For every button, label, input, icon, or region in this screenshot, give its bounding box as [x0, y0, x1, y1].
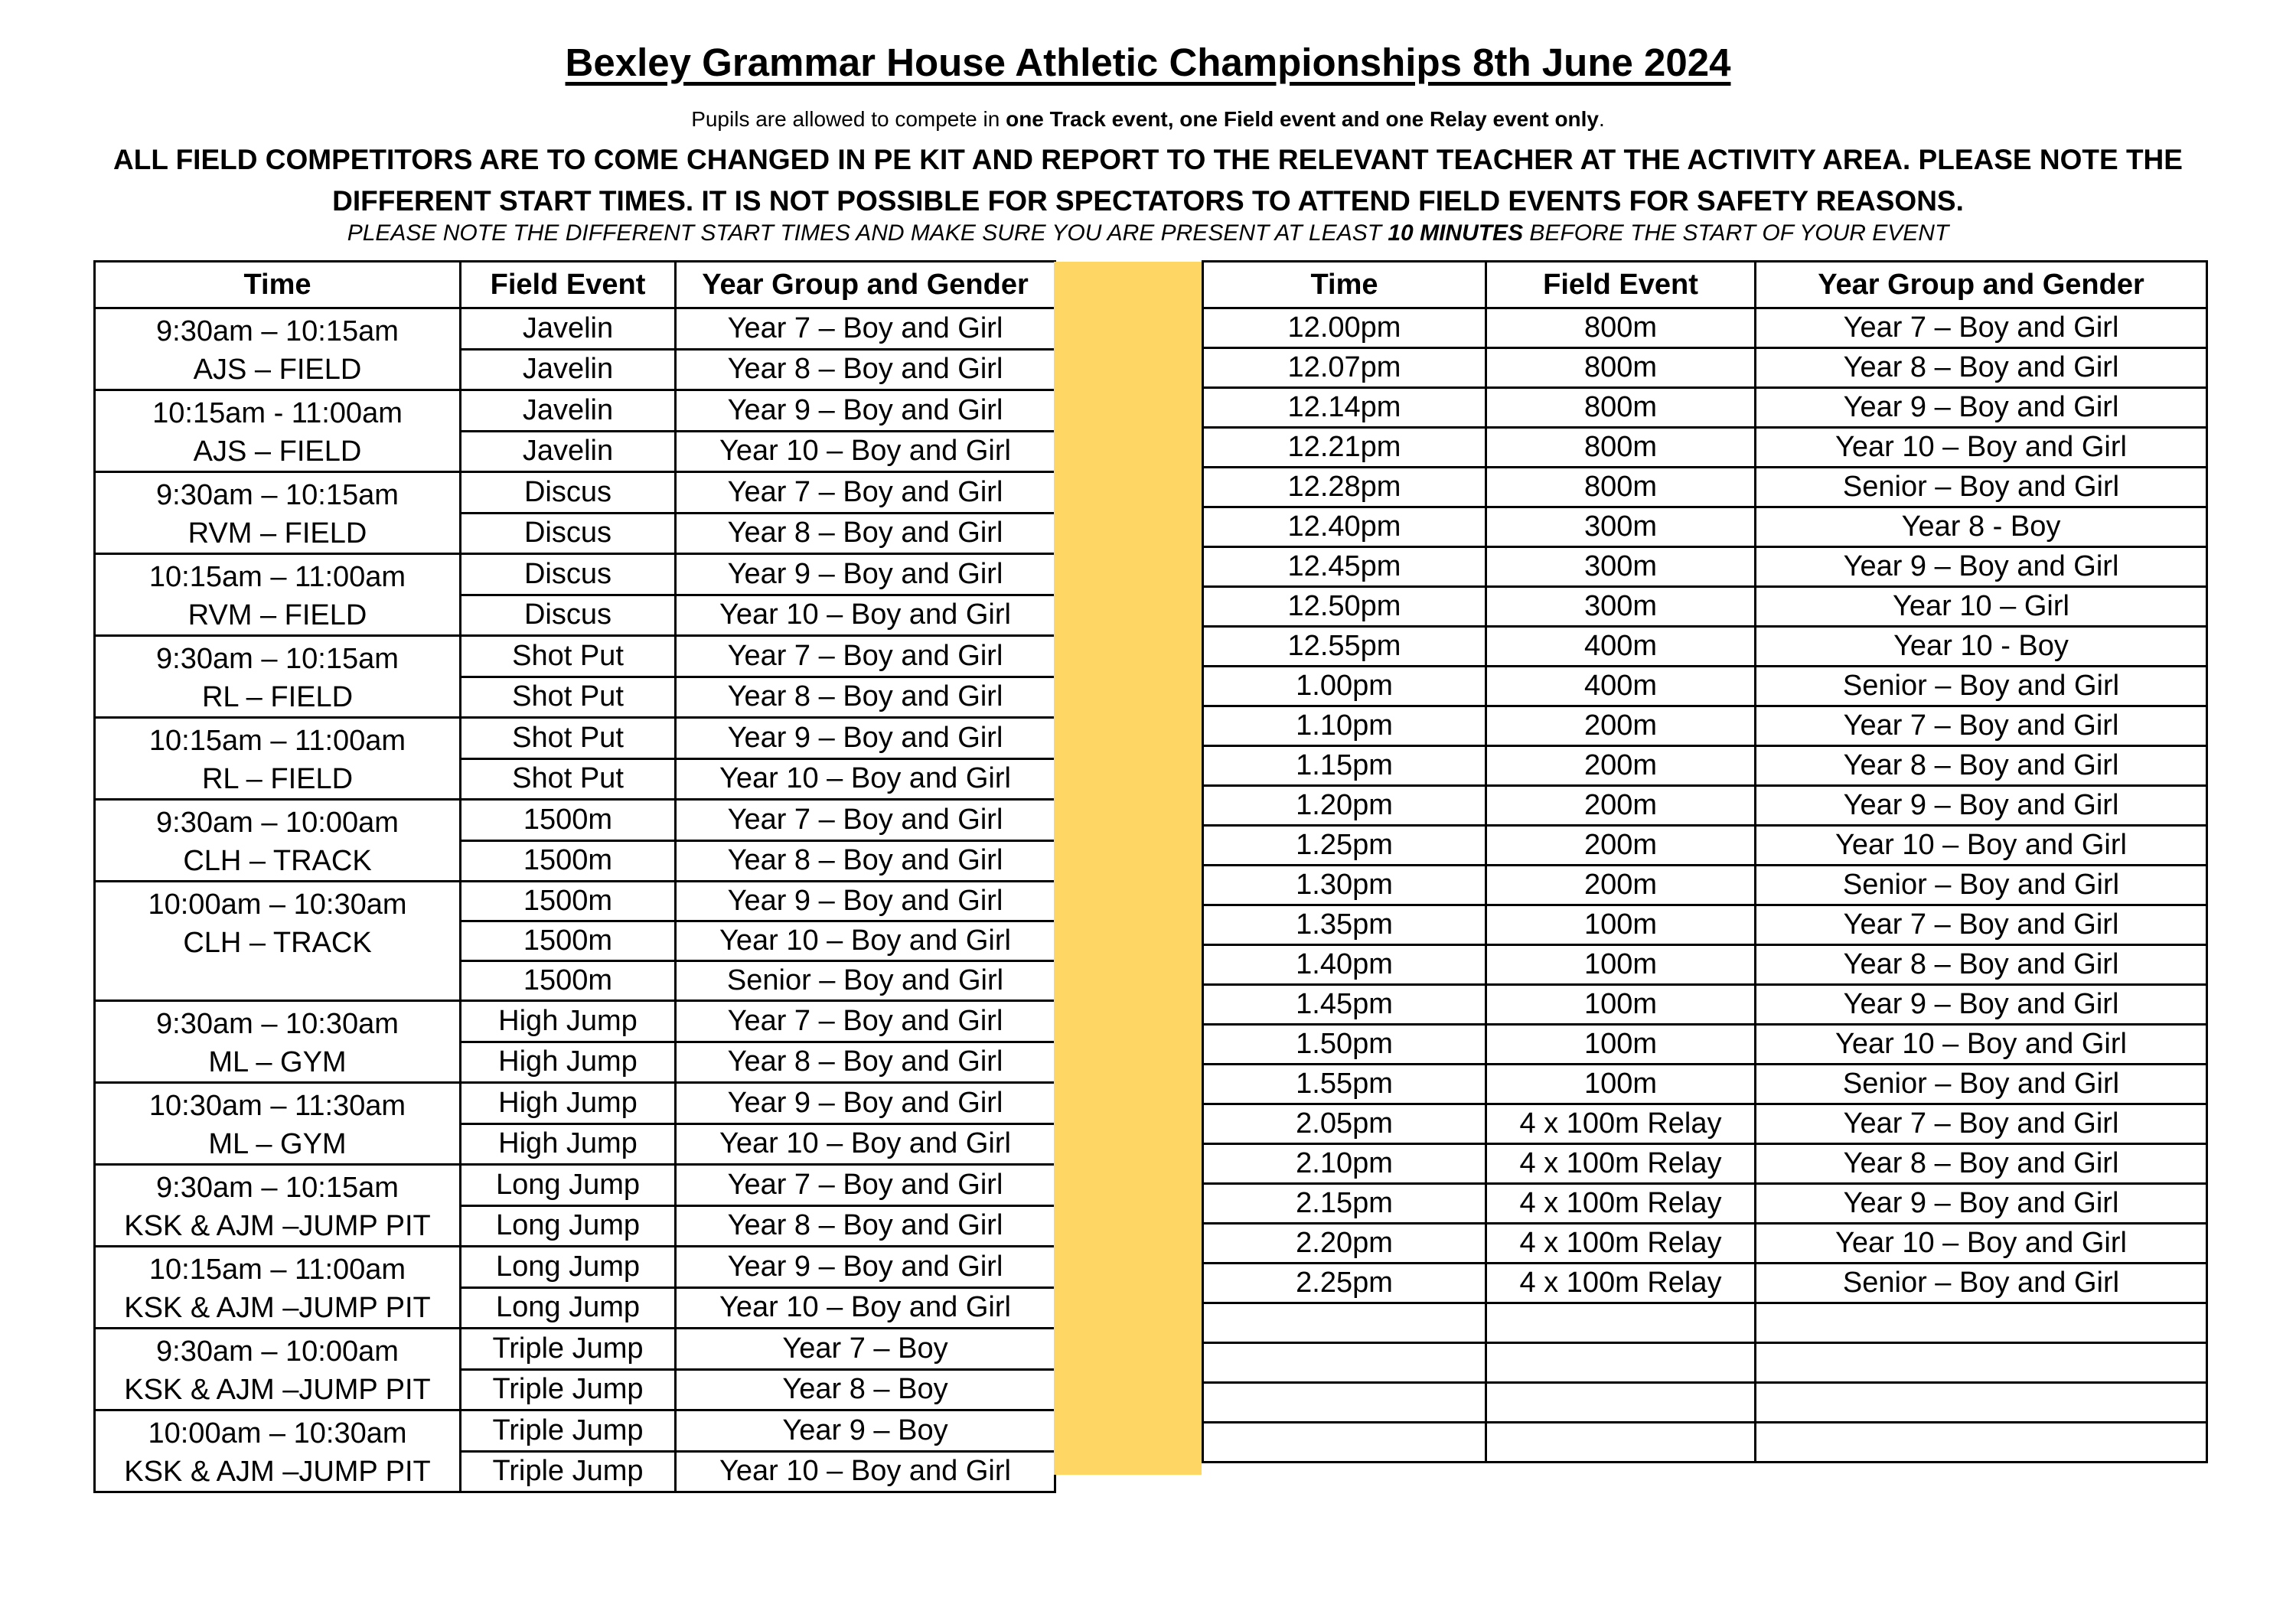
group-cell: Year 7 – Boy and Girl [676, 1165, 1055, 1206]
event-cell: High Jump [461, 1123, 676, 1165]
event-cell: 1500m [461, 840, 676, 882]
table-row [95, 1247, 1055, 1288]
event-cell: Discus [461, 472, 676, 514]
group-cell: Year 9 – Boy and Girl [676, 882, 1055, 921]
session-cell [95, 1329, 461, 1410]
group-cell: Year 7 – Boy and Girl [676, 800, 1055, 841]
table-row [95, 308, 1055, 350]
page-title: Bexley Grammar House Athletic Championships 8th June 2024 [565, 41, 1731, 84]
event-cell: 800m [1486, 428, 1756, 468]
group-cell: Year 7 – Boy and Girl [1756, 905, 2207, 945]
event-cell: Triple Jump [461, 1369, 676, 1410]
group-cell: Year 7 – Boy and Girl [1756, 1104, 2207, 1144]
session-time: 9:30am – 10:15am [156, 315, 399, 347]
time-cell: 12.50pm [1203, 587, 1486, 627]
group-cell: Year 9 – Boy and Girl [1756, 985, 2207, 1025]
group-cell: Year 10 – Girl [1756, 587, 2207, 627]
time-cell [1203, 1383, 1486, 1423]
event-cell: Long Jump [461, 1247, 676, 1288]
session-cell [95, 1410, 461, 1492]
time-cell: 2.25pm [1203, 1264, 1486, 1303]
note-bold: 10 MINUTES [1388, 220, 1524, 246]
event-cell: 200m [1486, 746, 1756, 786]
column-header-event: Field Event [1486, 262, 1756, 308]
group-cell: Senior – Boy and Girl [1756, 468, 2207, 507]
event-cell: 400m [1486, 627, 1756, 667]
table-row [1203, 627, 2207, 667]
table-row [1203, 1423, 2207, 1463]
group-cell: Year 8 – Boy [676, 1369, 1055, 1410]
event-cell: 100m [1486, 905, 1756, 945]
time-cell: 2.15pm [1203, 1184, 1486, 1224]
event-cell: 200m [1486, 866, 1756, 905]
session-cell [95, 882, 461, 1001]
session-location: KSK & AJM –JUMP PIT [124, 1374, 431, 1406]
time-cell: 12.40pm [1203, 507, 1486, 547]
event-cell: 100m [1486, 1025, 1756, 1065]
table-row [1203, 1025, 2207, 1065]
table-row [1203, 308, 2207, 348]
session-location: RVM – FIELD [188, 599, 367, 631]
session-cell [95, 390, 461, 472]
event-cell: Triple Jump [461, 1329, 676, 1370]
time-cell [1203, 1423, 1486, 1463]
time-cell: 1.45pm [1203, 985, 1486, 1025]
time-cell: 2.05pm [1203, 1104, 1486, 1144]
session-time: 10:15am – 11:00am [148, 1254, 406, 1286]
group-cell: Year 9 – Boy and Girl [676, 1247, 1055, 1288]
event-cell: Discus [461, 513, 676, 554]
event-cell: 800m [1486, 348, 1756, 388]
event-cell: 100m [1486, 985, 1756, 1025]
event-cell: Javelin [461, 308, 676, 350]
session-time: 10:15am – 11:00am [148, 561, 406, 593]
table-row [1203, 746, 2207, 786]
session-cell [95, 308, 461, 390]
table-row [95, 1410, 1055, 1452]
time-cell: 12.45pm [1203, 547, 1486, 587]
column-header-group: Year Group and Gender [676, 262, 1055, 308]
table-row [1203, 866, 2207, 905]
column-header-group: Year Group and Gender [1756, 262, 2207, 308]
table-row [1203, 826, 2207, 866]
group-cell: Year 10 - Boy [1756, 627, 2207, 667]
table-row [1203, 1383, 2207, 1423]
table-row [1203, 667, 2207, 706]
event-cell: 4 x 100m Relay [1486, 1224, 1756, 1264]
event-cell: Triple Jump [461, 1410, 676, 1452]
session-location: KSK & AJM –JUMP PIT [124, 1456, 431, 1488]
session-cell [95, 636, 461, 718]
session-cell [95, 1001, 461, 1083]
field-events-table [93, 260, 1056, 1493]
group-cell: Year 10 – Boy and Girl [1756, 428, 2207, 468]
group-cell: Year 10 – Boy and Girl [676, 921, 1055, 961]
table-row [1203, 428, 2207, 468]
session-time: 10:15am - 11:00am [152, 397, 403, 429]
time-cell: 12.00pm [1203, 308, 1486, 348]
group-cell: Year 9 – Boy and Girl [1756, 388, 2207, 428]
group-cell: Year 9 – Boy and Girl [676, 1083, 1055, 1124]
table-row [1203, 1303, 2207, 1343]
group-cell: Year 9 – Boy and Girl [1756, 1184, 2207, 1224]
session-location: AJS – FIELD [193, 435, 362, 468]
table-header-row [95, 262, 1055, 308]
event-cell: Shot Put [461, 677, 676, 718]
group-cell: Year 10 – Boy and Girl [676, 758, 1055, 800]
table-row [1203, 507, 2207, 547]
group-cell: Year 8 – Boy and Girl [1756, 945, 2207, 985]
event-cell: 4 x 100m Relay [1486, 1144, 1756, 1184]
table-header-row [1203, 262, 2207, 308]
event-cell: Shot Put [461, 758, 676, 800]
time-cell: 12.14pm [1203, 388, 1486, 428]
event-cell: High Jump [461, 1001, 676, 1042]
event-cell: 800m [1486, 388, 1756, 428]
column-header-event: Field Event [461, 262, 676, 308]
event-cell [1486, 1303, 1756, 1343]
table-row [1203, 905, 2207, 945]
time-cell: 1.55pm [1203, 1065, 1486, 1104]
time-cell: 1.40pm [1203, 945, 1486, 985]
group-cell: Year 10 – Boy and Girl [676, 1451, 1055, 1492]
event-cell: 4 x 100m Relay [1486, 1184, 1756, 1224]
table-row [1203, 1104, 2207, 1144]
table-row [95, 390, 1055, 432]
group-cell: Year 10 – Boy and Girl [1756, 1224, 2207, 1264]
table-row [1203, 1184, 2207, 1224]
event-cell: Long Jump [461, 1287, 676, 1329]
session-time: 9:30am – 10:30am [156, 1008, 399, 1040]
event-cell: Shot Put [461, 636, 676, 677]
table-row [1203, 1264, 2207, 1303]
event-cell: 1500m [461, 961, 676, 1001]
intro-prefix: Pupils are allowed to compete in [691, 107, 1006, 131]
event-cell: High Jump [461, 1083, 676, 1124]
group-cell: Year 7 – Boy and Girl [676, 636, 1055, 677]
group-cell: Senior – Boy and Girl [1756, 866, 2207, 905]
group-cell: Year 9 – Boy and Girl [1756, 786, 2207, 826]
session-location: KSK & AJM –JUMP PIT [124, 1210, 431, 1242]
table-row [1203, 945, 2207, 985]
time-cell: 1.00pm [1203, 667, 1486, 706]
group-cell: Year 9 – Boy and Girl [1756, 547, 2207, 587]
group-cell: Year 7 – Boy and Girl [676, 308, 1055, 350]
event-cell: 4 x 100m Relay [1486, 1104, 1756, 1144]
event-cell: 400m [1486, 667, 1756, 706]
time-cell: 1.10pm [1203, 706, 1486, 746]
table-row [1203, 1144, 2207, 1184]
table-row [1203, 1224, 2207, 1264]
session-time: 9:30am – 10:00am [156, 1335, 399, 1368]
time-cell: 1.30pm [1203, 866, 1486, 905]
group-cell: Year 8 – Boy and Girl [676, 349, 1055, 390]
time-cell: 1.25pm [1203, 826, 1486, 866]
table-row [95, 882, 1055, 921]
group-cell: Year 8 – Boy and Girl [676, 840, 1055, 882]
event-cell: Discus [461, 554, 676, 595]
event-cell: 300m [1486, 587, 1756, 627]
event-cell: Javelin [461, 349, 676, 390]
table-row [1203, 468, 2207, 507]
group-cell: Year 9 – Boy and Girl [676, 390, 1055, 432]
time-cell: 1.35pm [1203, 905, 1486, 945]
session-location: ML – GYM [208, 1046, 347, 1078]
group-cell [1756, 1423, 2207, 1463]
table-row [1203, 1065, 2207, 1104]
event-cell: Triple Jump [461, 1451, 676, 1492]
session-location: RL – FIELD [201, 681, 354, 713]
intro-bold: one Track event, one Field event and one Relay event only [1006, 107, 1600, 131]
session-cell [95, 800, 461, 882]
group-cell: Year 8 – Boy and Girl [676, 1042, 1055, 1083]
event-cell: 800m [1486, 308, 1756, 348]
yellow-separator [1054, 262, 1202, 1475]
table-row [1203, 587, 2207, 627]
event-cell: Javelin [461, 390, 676, 432]
time-cell: 2.10pm [1203, 1144, 1486, 1184]
table-row [1203, 786, 2207, 826]
session-location: RVM – FIELD [188, 517, 367, 549]
group-cell [1756, 1303, 2207, 1343]
table-row [95, 554, 1055, 595]
session-time: 10:00am – 10:30am [148, 1417, 407, 1450]
session-location: CLH – TRACK [183, 927, 372, 959]
session-time: 10:00am – 10:30am [148, 889, 407, 921]
intro-text [0, 107, 2296, 132]
group-cell: Year 9 – Boy [676, 1410, 1055, 1452]
note-prefix: PLEASE NOTE THE DIFFERENT START TIMES AND MAKE SURE YOU ARE PRESENT AT LEAST [347, 220, 1388, 246]
session-time: 9:30am – 10:00am [156, 807, 399, 839]
group-cell: Senior – Boy and Girl [1756, 1264, 2207, 1303]
group-cell: Senior – Boy and Girl [1756, 1065, 2207, 1104]
event-cell: Long Jump [461, 1165, 676, 1206]
session-cell [95, 1165, 461, 1247]
group-cell: Year 10 – Boy and Girl [676, 1123, 1055, 1165]
table-row [95, 1165, 1055, 1206]
event-cell: Discus [461, 595, 676, 636]
event-cell: 1500m [461, 882, 676, 921]
session-location: CLH – TRACK [183, 845, 372, 877]
table-row [95, 718, 1055, 759]
session-location: AJS – FIELD [193, 354, 362, 386]
time-cell: 2.20pm [1203, 1224, 1486, 1264]
group-cell: Year 7 – Boy and Girl [676, 1001, 1055, 1042]
table-row [95, 800, 1055, 841]
group-cell: Year 10 – Boy and Girl [676, 1287, 1055, 1329]
group-cell: Year 8 – Boy and Girl [676, 513, 1055, 554]
group-cell: Year 8 – Boy and Girl [676, 1205, 1055, 1247]
group-cell: Year 7 – Boy [676, 1329, 1055, 1370]
group-cell: Year 8 – Boy and Girl [676, 677, 1055, 718]
time-cell: 1.50pm [1203, 1025, 1486, 1065]
session-time: 10:15am – 11:00am [148, 725, 406, 757]
time-cell: 12.07pm [1203, 348, 1486, 388]
note-suffix: BEFORE THE START OF YOUR EVENT [1523, 220, 1949, 246]
event-cell: 100m [1486, 945, 1756, 985]
column-header-time: Time [95, 262, 461, 308]
group-cell [1756, 1383, 2207, 1423]
time-cell [1203, 1303, 1486, 1343]
event-cell: 1500m [461, 921, 676, 961]
field-warning: ALL FIELD COMPETITORS ARE TO COME CHANGED IN PE KIT AND REPORT TO THE RELEVANT TEACHER AT THE ACTIVITY AREA. PLEASE NOTE THE DIFFERENT START TIMES. IT IS NOT POSSIBLE FOR SPECTATORS TO ATTEND FIELD EVENTS FOR SAFETY REASONS. [113, 144, 2183, 217]
group-cell [1756, 1343, 2207, 1383]
session-cell [95, 1083, 461, 1165]
group-cell: Year 8 – Boy and Girl [1756, 746, 2207, 786]
group-cell: Year 9 – Boy and Girl [676, 554, 1055, 595]
event-cell: 200m [1486, 786, 1756, 826]
time-cell: 12.21pm [1203, 428, 1486, 468]
event-cell: 200m [1486, 826, 1756, 866]
group-cell: Year 10 – Boy and Girl [676, 595, 1055, 636]
event-cell: 1500m [461, 800, 676, 841]
group-cell: Year 8 – Boy and Girl [1756, 348, 2207, 388]
table-row [1203, 547, 2207, 587]
group-cell: Year 8 - Boy [1756, 507, 2207, 547]
event-cell [1486, 1423, 1756, 1463]
event-cell [1486, 1343, 1756, 1383]
event-cell: 200m [1486, 706, 1756, 746]
event-cell: Javelin [461, 431, 676, 472]
group-cell: Senior – Boy and Girl [1756, 667, 2207, 706]
table-row [1203, 388, 2207, 428]
time-cell: 12.28pm [1203, 468, 1486, 507]
time-cell [1203, 1343, 1486, 1383]
start-times-note [0, 220, 2296, 246]
group-cell: Year 7 – Boy and Girl [676, 472, 1055, 514]
event-cell: Shot Put [461, 718, 676, 759]
session-time: 10:30am – 11:30am [148, 1090, 406, 1122]
table-row [1203, 1343, 2207, 1383]
group-cell: Year 7 – Boy and Girl [1756, 308, 2207, 348]
table-row [95, 472, 1055, 514]
session-time: 9:30am – 10:15am [156, 479, 399, 511]
session-cell [95, 554, 461, 636]
session-cell [95, 472, 461, 554]
session-cell [95, 1247, 461, 1329]
time-cell: 1.15pm [1203, 746, 1486, 786]
event-cell: 100m [1486, 1065, 1756, 1104]
table-row [95, 1001, 1055, 1042]
group-cell: Senior – Boy and Girl [676, 961, 1055, 1001]
session-location: RL – FIELD [201, 763, 354, 795]
table-row [1203, 706, 2207, 746]
group-cell: Year 10 – Boy and Girl [1756, 826, 2207, 866]
session-location: KSK & AJM –JUMP PIT [124, 1292, 431, 1324]
time-cell: 12.55pm [1203, 627, 1486, 667]
session-cell [95, 718, 461, 800]
session-time: 9:30am – 10:15am [156, 643, 399, 675]
event-cell [1486, 1383, 1756, 1423]
event-cell: High Jump [461, 1042, 676, 1083]
time-cell: 1.20pm [1203, 786, 1486, 826]
table-row [1203, 348, 2207, 388]
column-header-time: Time [1203, 262, 1486, 308]
event-cell: 4 x 100m Relay [1486, 1264, 1756, 1303]
group-cell: Year 9 – Boy and Girl [676, 718, 1055, 759]
table-row [95, 1083, 1055, 1124]
track-events-table [1202, 260, 2208, 1463]
group-cell: Year 7 – Boy and Girl [1756, 706, 2207, 746]
table-row [95, 1329, 1055, 1370]
intro-suffix: . [1599, 107, 1605, 131]
table-row [95, 636, 1055, 677]
group-cell: Year 10 – Boy and Girl [676, 431, 1055, 472]
session-time: 9:30am – 10:15am [156, 1172, 399, 1204]
event-cell: 800m [1486, 468, 1756, 507]
event-cell: Long Jump [461, 1205, 676, 1247]
table-row [1203, 985, 2207, 1025]
group-cell: Year 10 – Boy and Girl [1756, 1025, 2207, 1065]
group-cell: Year 8 – Boy and Girl [1756, 1144, 2207, 1184]
event-cell: 300m [1486, 507, 1756, 547]
event-cell: 300m [1486, 547, 1756, 587]
session-location: ML – GYM [208, 1128, 347, 1160]
